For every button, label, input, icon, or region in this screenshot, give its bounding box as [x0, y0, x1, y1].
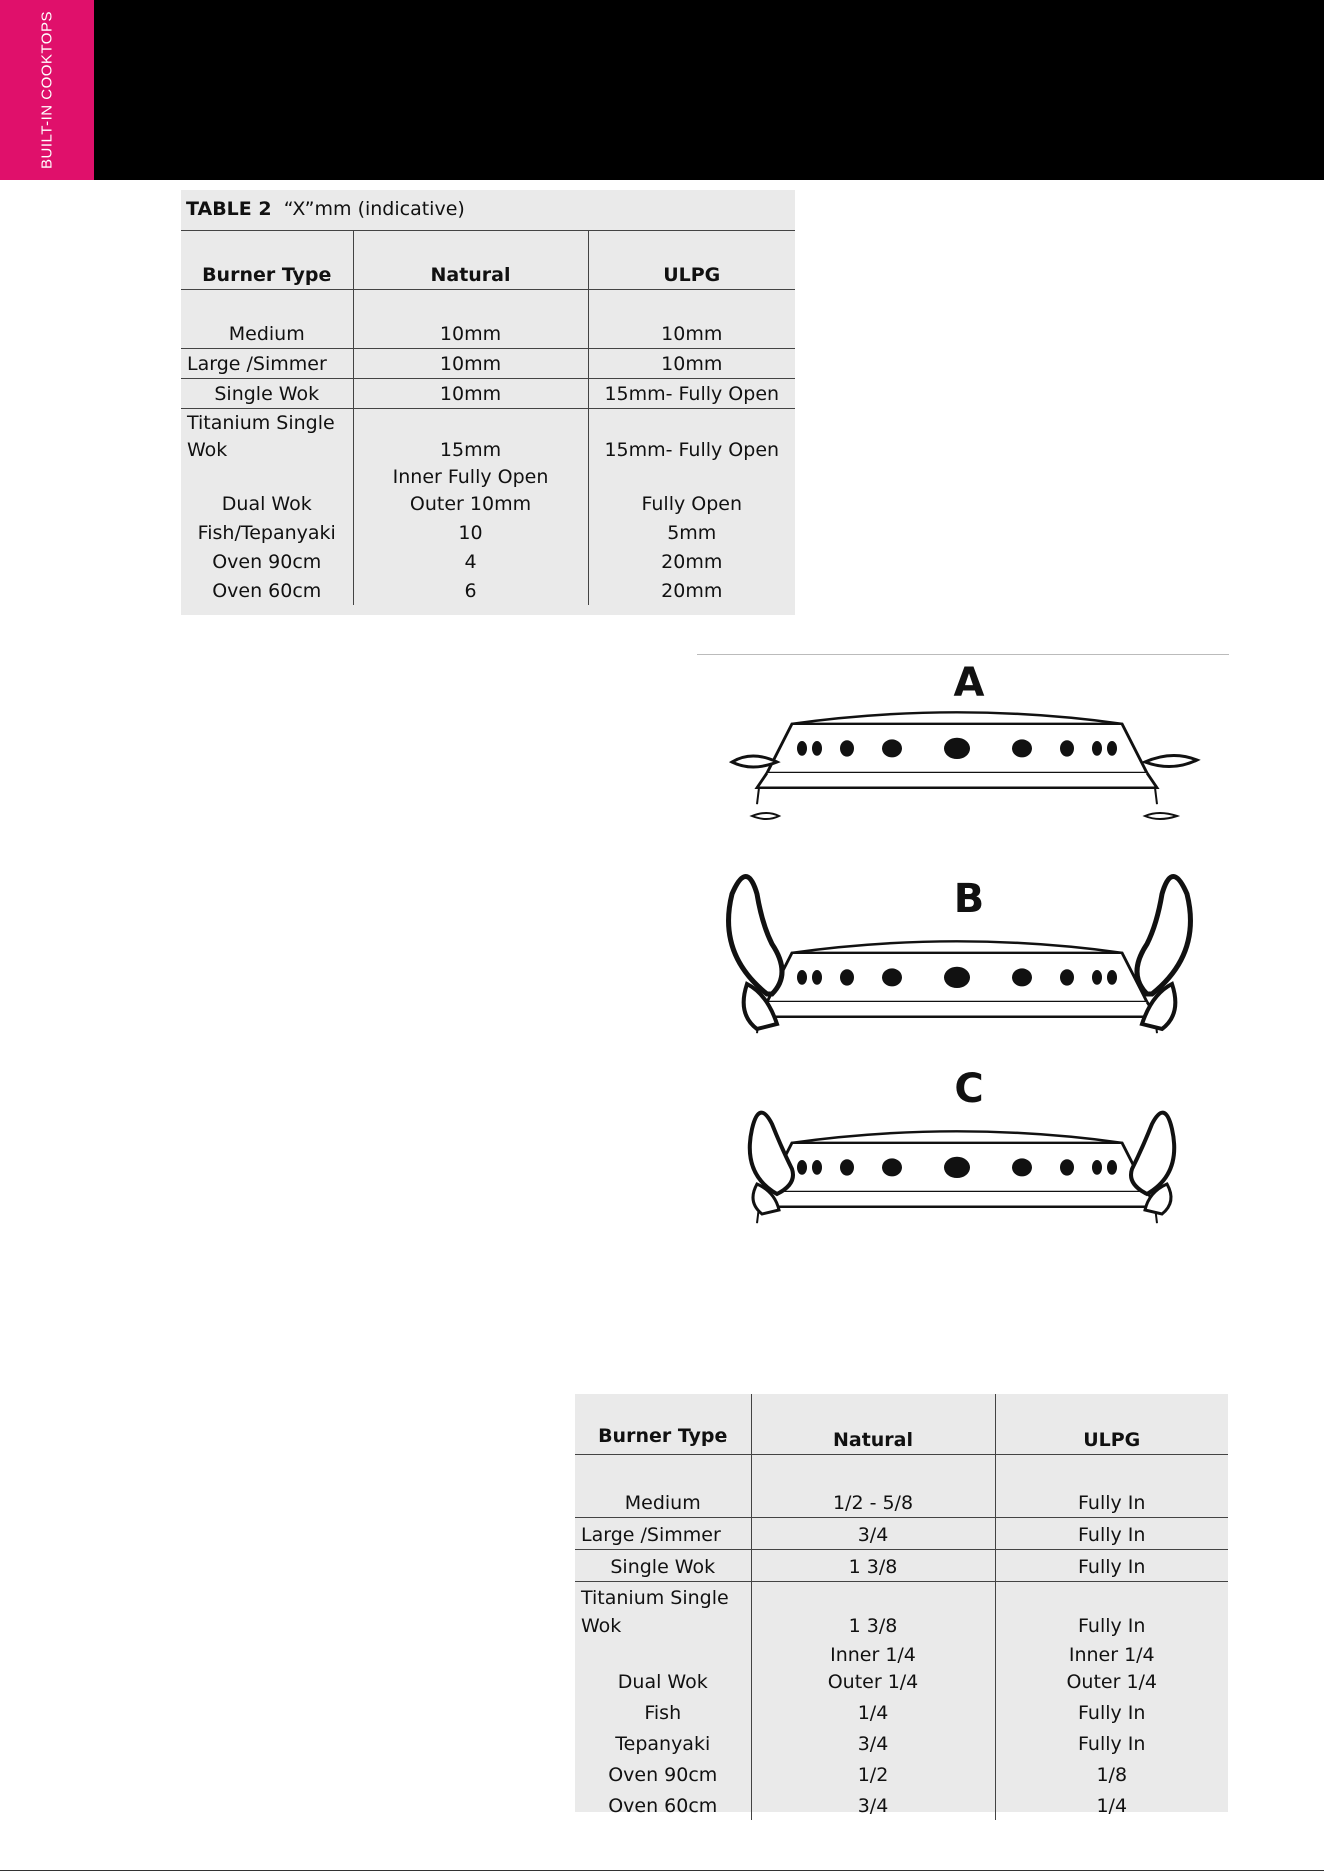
flame-a-left: [732, 756, 777, 767]
cell-ulpg: 5mm: [667, 522, 717, 544]
cell-ulpg: 10mm: [588, 290, 795, 349]
table-row: [575, 1758, 1228, 1789]
table-row: [181, 379, 795, 409]
cell-natural: 15mm: [353, 409, 588, 465]
flame-a-right-small: [1145, 813, 1177, 819]
cell-natural: [751, 1640, 995, 1696]
cell-burner: Fish/Tepanyaki: [181, 518, 353, 547]
cell-natural: 1/2 - 5/8: [751, 1455, 995, 1518]
flame-b-right: [1137, 877, 1190, 995]
cell-burner: Titanium Single Wok: [575, 1582, 751, 1641]
cell-natural: 3/4: [751, 1727, 995, 1758]
table-row: [575, 1550, 1228, 1582]
cell-burner: Medium: [181, 290, 353, 349]
table-header-row: [575, 1394, 1228, 1455]
cell-ulpg: Fully In: [1078, 1733, 1146, 1755]
cell-natural: 6: [353, 576, 588, 605]
cell-ulpg-line: Outer 1/4: [1066, 1671, 1158, 1693]
cell-natural-line: Outer 10mm: [409, 493, 532, 515]
cell-burner: Single Wok: [181, 379, 353, 409]
section-label: BUILT-IN COOKTOPS: [38, 11, 56, 169]
cell-ulpg: 20mm: [661, 580, 723, 602]
flame-c-right: [1131, 1113, 1174, 1194]
table-row: [575, 1455, 1228, 1518]
table-3: [575, 1394, 1228, 1817]
flame-b-left: [729, 877, 782, 995]
cell-natural: 1 3/8: [751, 1582, 995, 1641]
table-2-title-label: TABLE 2: [186, 198, 272, 220]
cell-burner: Fish: [575, 1696, 751, 1727]
cell-natural-line: Outer 1/4: [827, 1671, 919, 1693]
cell-natural: 3/4: [751, 1789, 995, 1820]
cell-ulpg: 20mm: [661, 551, 723, 573]
cell-natural: 1/2: [751, 1758, 995, 1789]
table-2: [181, 190, 795, 615]
column-header: ULPG: [995, 1394, 1228, 1455]
cell-natural: 1 3/8: [751, 1550, 995, 1582]
cell-burner: Tepanyaki: [575, 1727, 751, 1758]
cell-burner: Dual Wok: [181, 464, 353, 518]
cell-burner: Dual Wok: [575, 1640, 751, 1696]
burner-b: [757, 941, 1157, 1033]
column-header: Natural: [353, 231, 588, 290]
cell-ulpg: [995, 1640, 1228, 1696]
burner-flame-diagram: [697, 654, 1229, 1254]
table-row: [575, 1696, 1228, 1727]
table-2-title-subtitle: “X”mm (indicative): [283, 198, 465, 220]
cell-burner: Titanium Single Wok: [181, 409, 353, 465]
cell-burner: Oven 60cm: [181, 576, 353, 605]
table-2-grid: [181, 230, 795, 605]
footer-rule: [0, 1870, 1324, 1871]
column-header: Burner Type: [181, 231, 353, 290]
burner-c: [757, 1131, 1157, 1223]
table-row: [575, 1727, 1228, 1758]
table-row: [181, 518, 795, 547]
table-row: [575, 1582, 1228, 1641]
cell-ulpg: Fully In: [1078, 1615, 1146, 1637]
table-row: [575, 1640, 1228, 1696]
cell-ulpg: Fully Open: [641, 493, 743, 515]
diagram-label-a: A: [953, 660, 985, 706]
burner-a: [757, 712, 1157, 804]
cell-ulpg: 1/4: [1096, 1795, 1128, 1817]
cell-natural: 10mm: [353, 349, 588, 379]
cell-burner: Medium: [575, 1455, 751, 1518]
cell-ulpg: 1/8: [1096, 1764, 1128, 1786]
column-header: Natural: [751, 1394, 995, 1455]
cell-ulpg: Fully In: [1078, 1702, 1146, 1724]
cell-natural: 3/4: [751, 1518, 995, 1550]
table-row: [575, 1789, 1228, 1820]
section-tab: [0, 0, 94, 180]
table-row: [181, 349, 795, 379]
cell-natural: 10mm: [353, 379, 588, 409]
table-3-grid: [575, 1394, 1228, 1820]
column-header: ULPG: [588, 231, 795, 290]
flame-a-left-small: [752, 813, 779, 819]
cell-burner: Large /Simmer: [575, 1518, 751, 1550]
table-row: [181, 409, 795, 465]
table-2-title: [186, 198, 465, 220]
cell-natural: [353, 464, 588, 518]
table-row: [181, 547, 795, 576]
cell-natural-line: Inner Fully Open: [392, 466, 549, 488]
cell-natural: 10mm: [353, 290, 588, 349]
cell-ulpg: Fully In: [995, 1455, 1228, 1518]
table-row: [181, 464, 795, 518]
cell-ulpg-line: Inner 1/4: [1068, 1644, 1155, 1666]
column-header: Burner Type: [575, 1394, 751, 1455]
cell-natural: 4: [353, 547, 588, 576]
cell-natural: 1/4: [751, 1696, 995, 1727]
diagram-label-c: C: [954, 1066, 984, 1112]
header-bar: [0, 0, 1324, 180]
diagram-label-b: B: [953, 876, 985, 922]
cell-ulpg: 15mm- Fully Open: [604, 439, 780, 461]
cell-ulpg: Fully In: [995, 1518, 1228, 1550]
table-row: [575, 1518, 1228, 1550]
cell-natural-line: Inner 1/4: [830, 1644, 916, 1666]
flame-a-right: [1145, 755, 1197, 766]
cell-burner: Single Wok: [575, 1550, 751, 1582]
table-row: [181, 290, 795, 349]
cell-burner: Oven 60cm: [575, 1789, 751, 1820]
cell-ulpg: Fully In: [995, 1550, 1228, 1582]
table-header-row: [181, 231, 795, 290]
cell-ulpg: 15mm- Fully Open: [588, 379, 795, 409]
cell-natural: 10: [353, 518, 588, 547]
cell-ulpg: 10mm: [588, 349, 795, 379]
cell-burner: Oven 90cm: [575, 1758, 751, 1789]
cell-burner: Oven 90cm: [181, 547, 353, 576]
cell-burner: Large /Simmer: [181, 349, 353, 379]
flame-c-left: [750, 1113, 793, 1194]
table-row: [181, 576, 795, 605]
